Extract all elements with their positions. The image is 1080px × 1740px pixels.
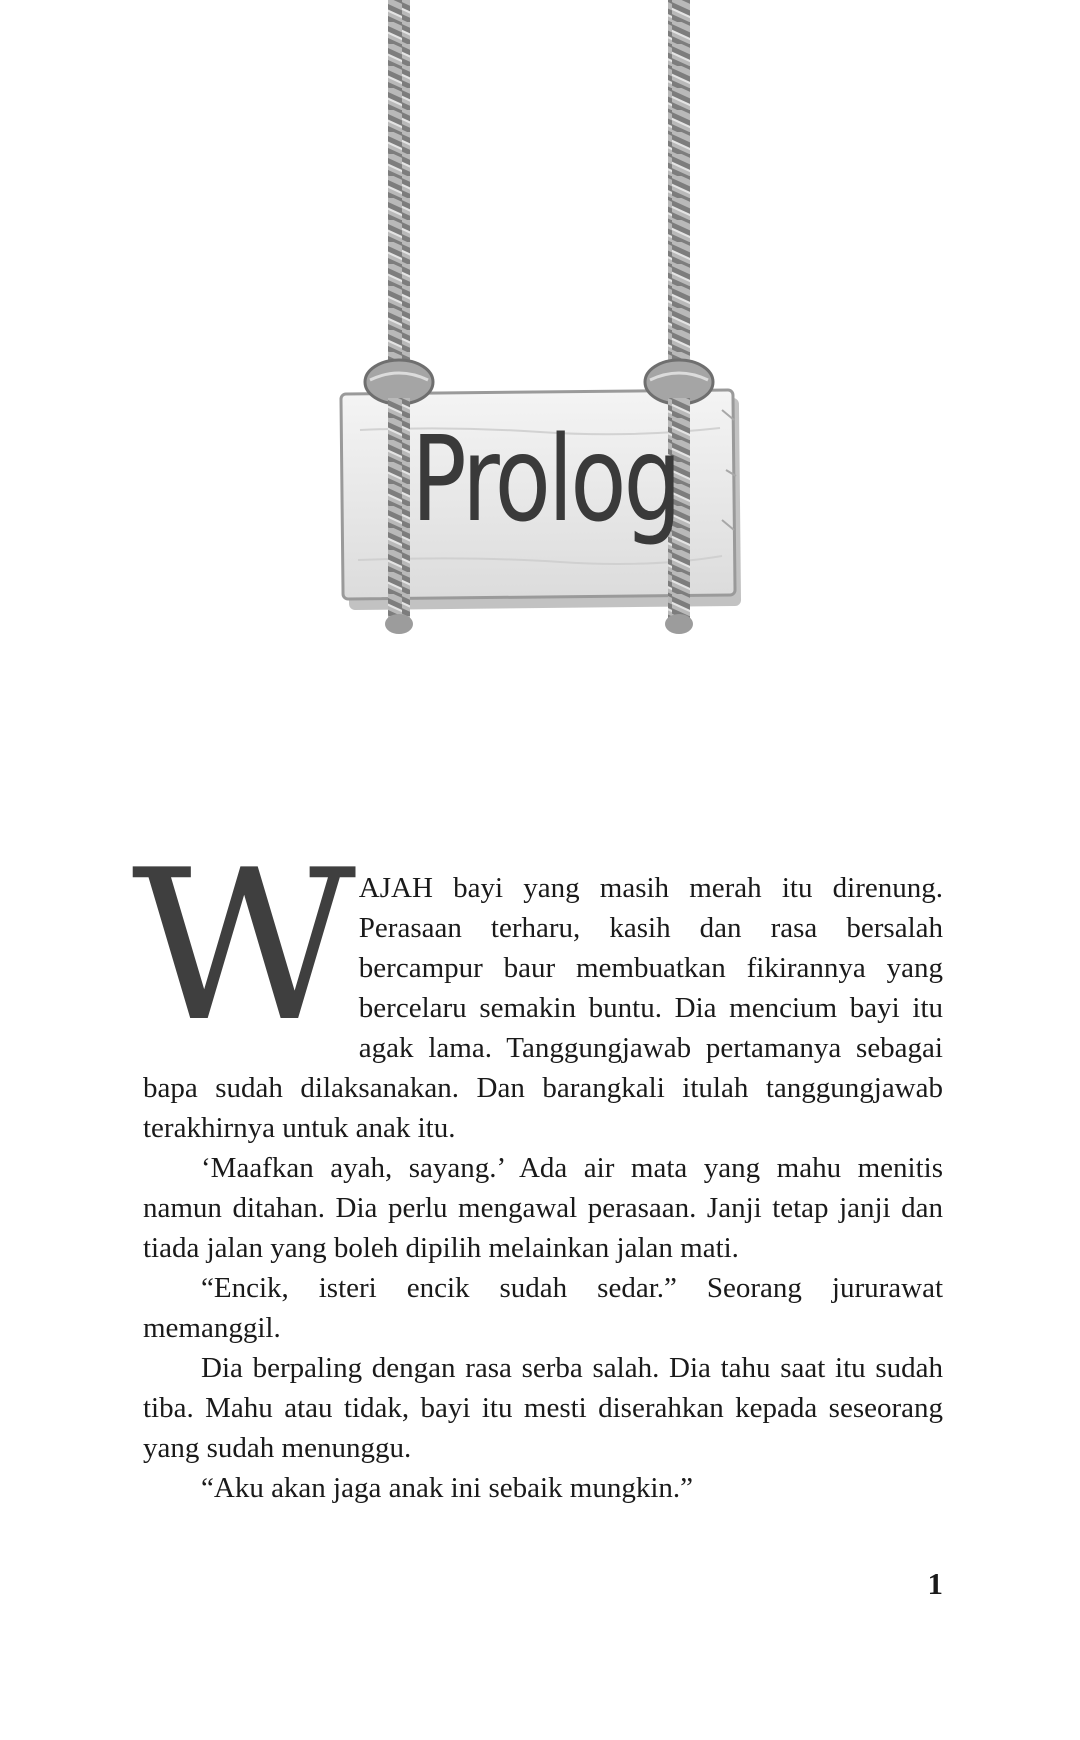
paragraph <box>131 826 943 1148</box>
right-knot <box>645 360 713 404</box>
paragraph: Dia berpaling dengan rasa serba salah. Dia tahu saat itu sudah tiba. Mahu atau tidak, bayi itu mesti diserahkan kepada seseorang yang sudah menunggu. <box>143 1352 943 1464</box>
paragraph: ‘Maafkan ayah, sayang.’ Ada air mata yang mahu menitis namun ditahan. Dia perlu mengawal perasaan. Janji tetap janji dan tiada jalan yang boleh dipilih melainkan jalan mati. <box>143 1152 943 1264</box>
paragraph: “Encik, isteri encik sudah sedar.” Seorang jururawat memanggil. <box>143 1272 943 1344</box>
left-knot <box>365 360 433 404</box>
drop-cap: W <box>131 826 357 1068</box>
right-rope <box>668 0 690 385</box>
page-number: 1 <box>927 1566 943 1601</box>
hanging-sign <box>330 0 760 640</box>
body-text <box>131 826 943 1508</box>
paragraph: “Aku akan jaga anak ini sebaik mungkin.” <box>201 1472 694 1504</box>
left-rope <box>388 0 410 385</box>
chapter-title: Prolog <box>411 410 679 548</box>
paragraph-text: AJAH bayi yang masih merah itu direnung. Perasaan terharu, kasih dan rasa bersalah bercampur baur membuatkan fikirannya yang bercelaru semakin buntu. Dia mencium bayi itu agak lama. Tanggungjawab pertamanya sebagai bapa sudah dilaksanakan. Dan barangkali itulah tanggungjawab terakhirnya untuk anak itu. <box>143 872 943 1144</box>
